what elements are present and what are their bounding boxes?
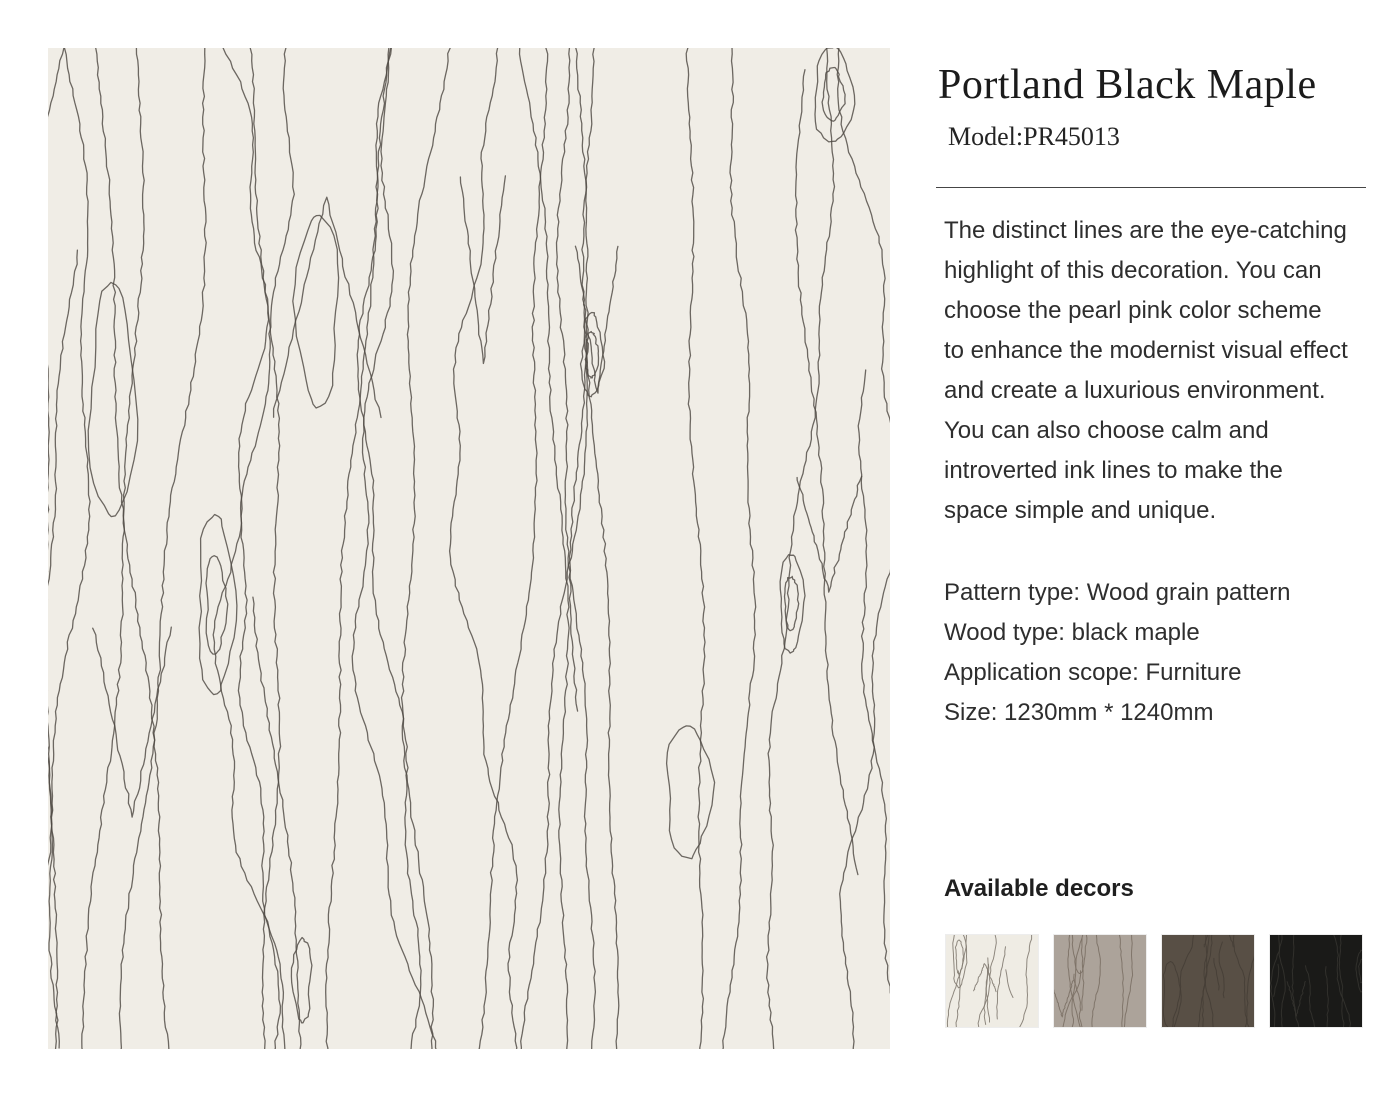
decor-swatch-black[interactable] — [1270, 935, 1362, 1027]
product-title: Portland Black Maple — [938, 62, 1317, 108]
description-line: choose the pearl pink color scheme — [944, 297, 1322, 324]
spec-wood-type: Wood type: black maple — [944, 619, 1200, 646]
swatch-grain-graphic — [1054, 935, 1146, 1027]
description-line: introverted ink lines to make the — [944, 457, 1283, 484]
product-specs — [944, 573, 1290, 733]
product-description — [944, 211, 1348, 531]
swatch-grain-graphic — [1162, 935, 1254, 1027]
product-info-panel — [936, 48, 1368, 1048]
decor-swatch-dark-brown[interactable] — [1162, 935, 1254, 1027]
spec-size: Size: 1230mm * 1240mm — [944, 699, 1214, 726]
description-line: The distinct lines are the eye-catching — [944, 217, 1347, 244]
wood-grain-graphic — [48, 48, 890, 1049]
description-line: to enhance the modernist visual effect — [944, 337, 1348, 364]
decor-swatch-warm-grey[interactable] — [1054, 935, 1146, 1027]
description-line: highlight of this decoration. You can — [944, 257, 1322, 284]
product-image[interactable] — [48, 48, 890, 1049]
description-line: space simple and unique. — [944, 497, 1217, 524]
product-model: Model:PR45013 — [948, 122, 1120, 151]
decor-swatch-list — [946, 935, 1362, 1027]
description-line: You can also choose calm and — [944, 417, 1269, 444]
description-line: and create a luxurious environment. — [944, 377, 1326, 404]
swatch-grain-graphic — [1270, 935, 1362, 1027]
divider — [936, 187, 1366, 188]
spec-application-scope: Application scope: Furniture — [944, 659, 1242, 686]
spec-pattern-type: Pattern type: Wood grain pattern — [944, 579, 1291, 606]
available-decors-heading: Available decors — [944, 875, 1134, 902]
swatch-grain-graphic — [946, 935, 1038, 1027]
decor-swatch-pearl-white[interactable] — [946, 935, 1038, 1027]
